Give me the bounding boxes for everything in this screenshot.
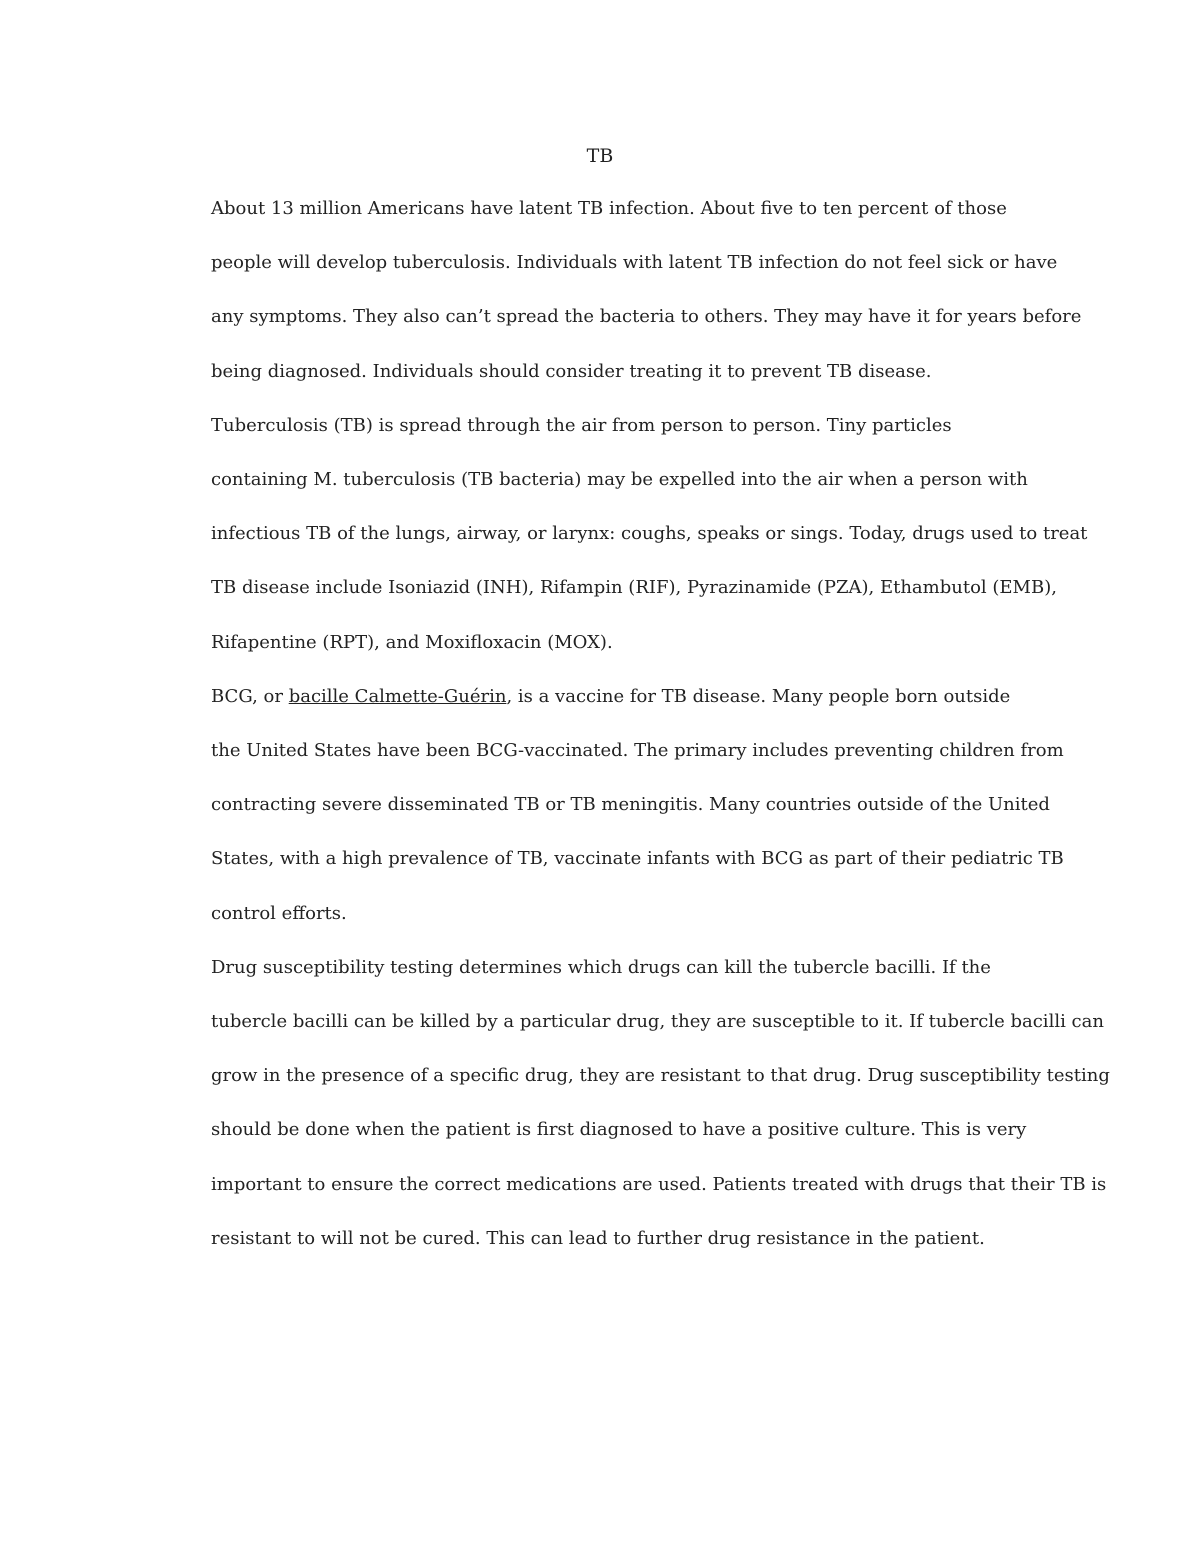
text-line: States, with a high prevalence of TB, vaccinate infants with BCG as part of their pediatric TB (211, 848, 1064, 870)
text-line: being diagnosed. Individuals should consider treating it to prevent TB disease. (211, 360, 932, 382)
text-line: control efforts. (211, 902, 347, 924)
bcg-link[interactable]: bacille Calmette-Guérin (288, 685, 507, 707)
text-line: Tuberculosis (TB) is spread through the air from person to person. Tiny particles (211, 414, 952, 436)
document-title: TB (586, 145, 614, 167)
document-body (141, 182, 1110, 1266)
text-line: Drug susceptibility testing determines which drugs can kill the tubercle bacilli. If the (211, 956, 991, 978)
text-line: infectious TB of the lungs, airway, or larynx: coughs, speaks or sings. Today, drugs used to treat (211, 523, 1088, 545)
text-line: should be done when the patient is first diagnosed to have a positive culture. This is very (211, 1119, 1027, 1141)
text-line: tubercle bacilli can be killed by a particular drug, they are susceptible to it. If tubercle bacilli can (211, 1011, 1104, 1033)
text-line (141, 670, 1061, 724)
text-segment: BCG, or (211, 685, 289, 707)
text-line: TB disease include Isoniazid (INH), Rifampin (RIF), Pyrazinamide (PZA), Ethambutol (EMB), (211, 577, 1057, 599)
text-line: resistant to will not be cured. This can lead to further drug resistance in the patient. (211, 1227, 985, 1249)
text-segment: , is a vaccine for TB disease. Many people born outside (506, 685, 1011, 707)
text-line: contracting severe disseminated TB or TB meningitis. Many countries outside of the United (211, 794, 1050, 816)
text-line: people will develop tuberculosis. Individuals with latent TB infection do not feel sick or have (211, 252, 1058, 274)
text-line: the United States have been BCG-vaccinated. The primary includes preventing children from (211, 740, 1064, 762)
text-line: Rifapentine (RPT), and Moxifloxacin (MOX). (211, 631, 613, 653)
text-line: About 13 million Americans have latent TB infection. About five to ten percent of those (211, 198, 1007, 219)
paragraph-latent-tb (141, 182, 1082, 399)
text-line: containing M. tuberculosis (TB bacteria) may be expelled into the air when a person with (211, 469, 1028, 491)
text-line: important to ensure the correct medications are used. Patients treated with drugs that their TB is (211, 1173, 1107, 1195)
paragraph-tb-spread (141, 399, 1088, 670)
text-line: any symptoms. They also can’t spread the bacteria to others. They may have it for years before (211, 306, 1082, 328)
paragraph-bcg-vaccine (141, 670, 1064, 941)
paragraph-drug-susceptibility (141, 941, 1110, 1266)
text-line: grow in the presence of a specific drug, they are resistant to that drug. Drug susceptibility testing (211, 1065, 1110, 1087)
